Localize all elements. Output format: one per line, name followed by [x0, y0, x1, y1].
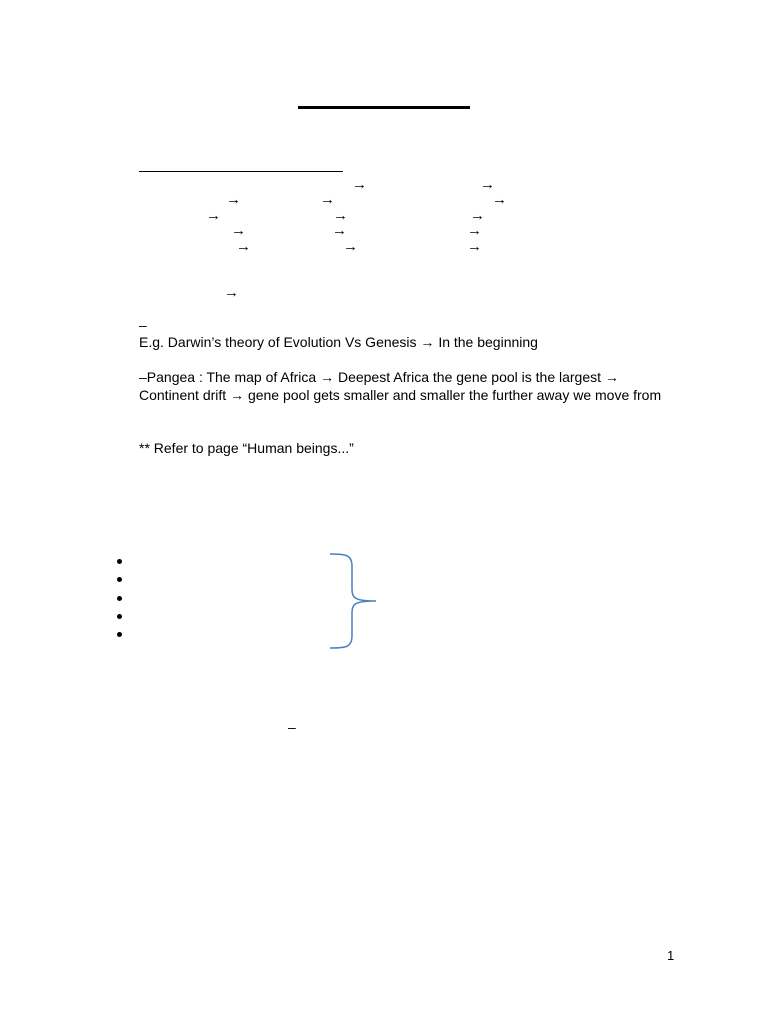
flow-arrow: → [226, 191, 241, 208]
flow-arrow: → [333, 207, 348, 224]
flow-arrow: → [492, 191, 507, 208]
refer-note: ** Refer to page “Human beings...” [139, 440, 354, 456]
list-bullet [117, 577, 122, 582]
flow-arrow: → [206, 207, 221, 224]
flow-arrow: → [343, 238, 358, 255]
page-number: 1 [667, 948, 675, 963]
flow-arrow: → [480, 176, 495, 193]
flow-arrow: → [332, 222, 347, 239]
flow-arrow: → [470, 207, 485, 224]
example-line: E.g. Darwin’s theory of Evolution Vs Genesis → In the beginning [139, 334, 538, 350]
list-bullet [117, 559, 122, 564]
dash-marker: – [139, 317, 147, 333]
pangea-line-1: –Pangea : The map of Africa → Deepest Africa the gene pool is the largest → [139, 369, 619, 385]
pangea-line-2: Continent drift → gene pool gets smaller and smaller the further away we move from [139, 387, 662, 403]
list-bullet [117, 596, 122, 601]
flow-arrow: → [236, 238, 251, 255]
flow-arrow: → [224, 284, 239, 301]
list-bullet [117, 614, 122, 619]
title-underline [298, 106, 470, 109]
flow-arrow: → [467, 222, 482, 239]
dash-marker: – [288, 719, 296, 735]
heading-underline [139, 171, 343, 172]
curly-brace-icon [320, 548, 384, 654]
list-bullet [117, 632, 122, 637]
flow-arrow: → [231, 222, 246, 239]
flow-arrow: → [352, 176, 367, 193]
flow-arrow: → [320, 191, 335, 208]
flow-arrow: → [467, 238, 482, 255]
